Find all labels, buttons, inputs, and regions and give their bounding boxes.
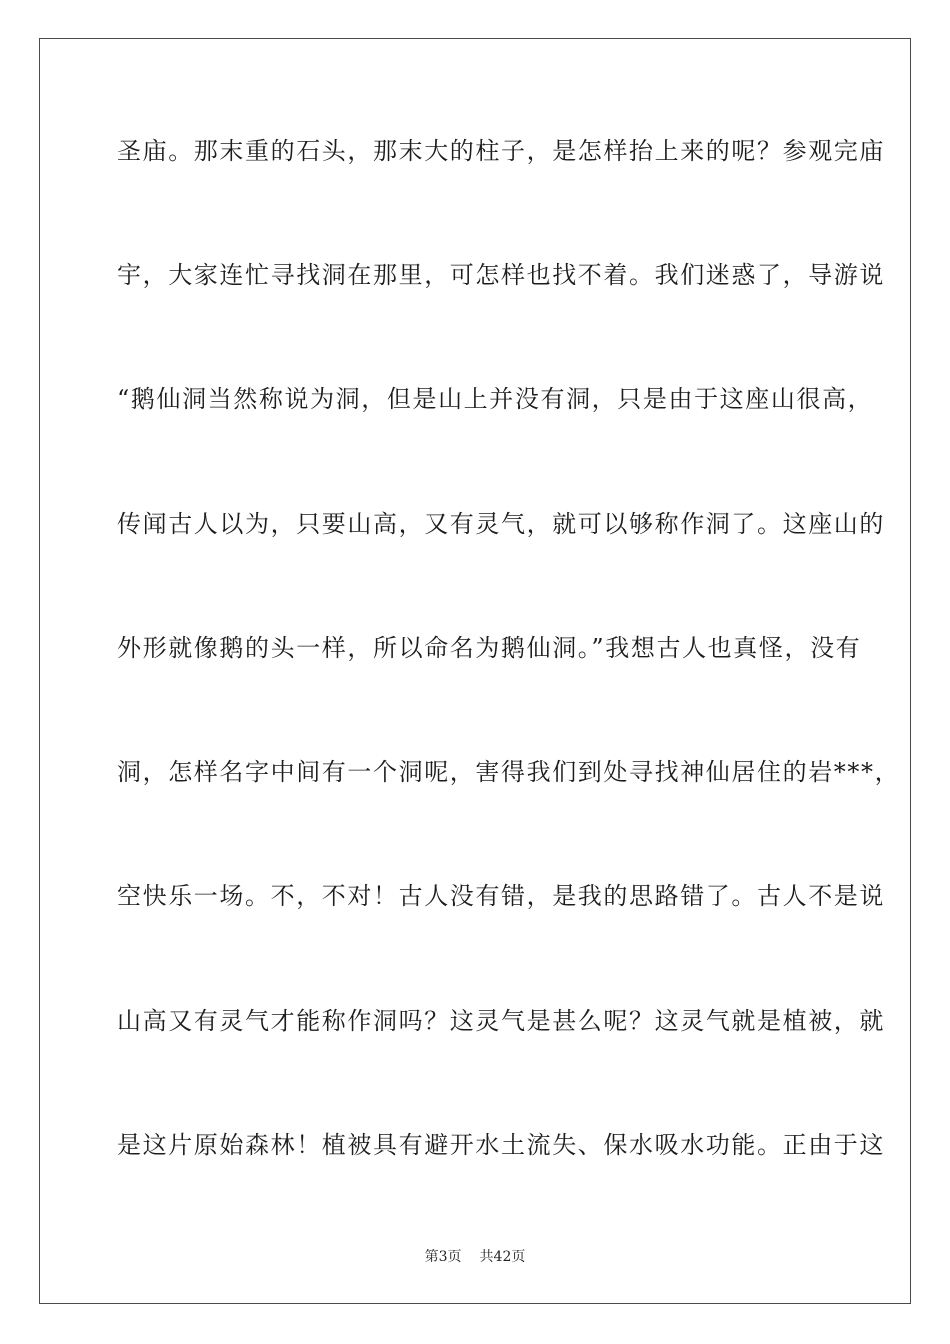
page-footer [0,1248,950,1266]
body-text-line: 洞，怎样名字中间有一个洞呢，害得我们到处寻找神仙居住的岩***， [117,758,901,786]
page-total: 共42页 [479,1249,526,1265]
body-text-line: 宇，大家连忙寻找洞在那里，可怎样也找不着。我们迷惑了，导游说 [117,261,885,289]
body-text-line: 传闻古人以为，只要山高，又有灵气，就可以够称作洞了。这座山的 [117,510,885,538]
body-text-line: 山高又有灵气才能称作洞吗？这灵气是甚么呢？这灵气就是植被，就 [117,1007,885,1035]
body-text-line: 是这片原始森林！植被具有避开水土流失、保水吸水功能。正由于这 [117,1131,885,1159]
body-text-line: “鹅仙洞当然称说为洞，但是山上并没有洞，只是由于这座山很高， [117,385,874,413]
body-text-line: 外形就像鹅的头一样，所以命名为鹅仙洞。”我想古人也真怪，没有 [117,634,862,662]
body-text-line: 空快乐一场。不，不对！古人没有错，是我的思路错了。古人不是说 [117,882,885,910]
page-number: 第3页 [424,1249,462,1265]
body-text-line: 圣庙。那末重的石头，那末大的柱子，是怎样抬上来的呢？参观完庙 [117,137,885,165]
page-border [39,38,911,1304]
